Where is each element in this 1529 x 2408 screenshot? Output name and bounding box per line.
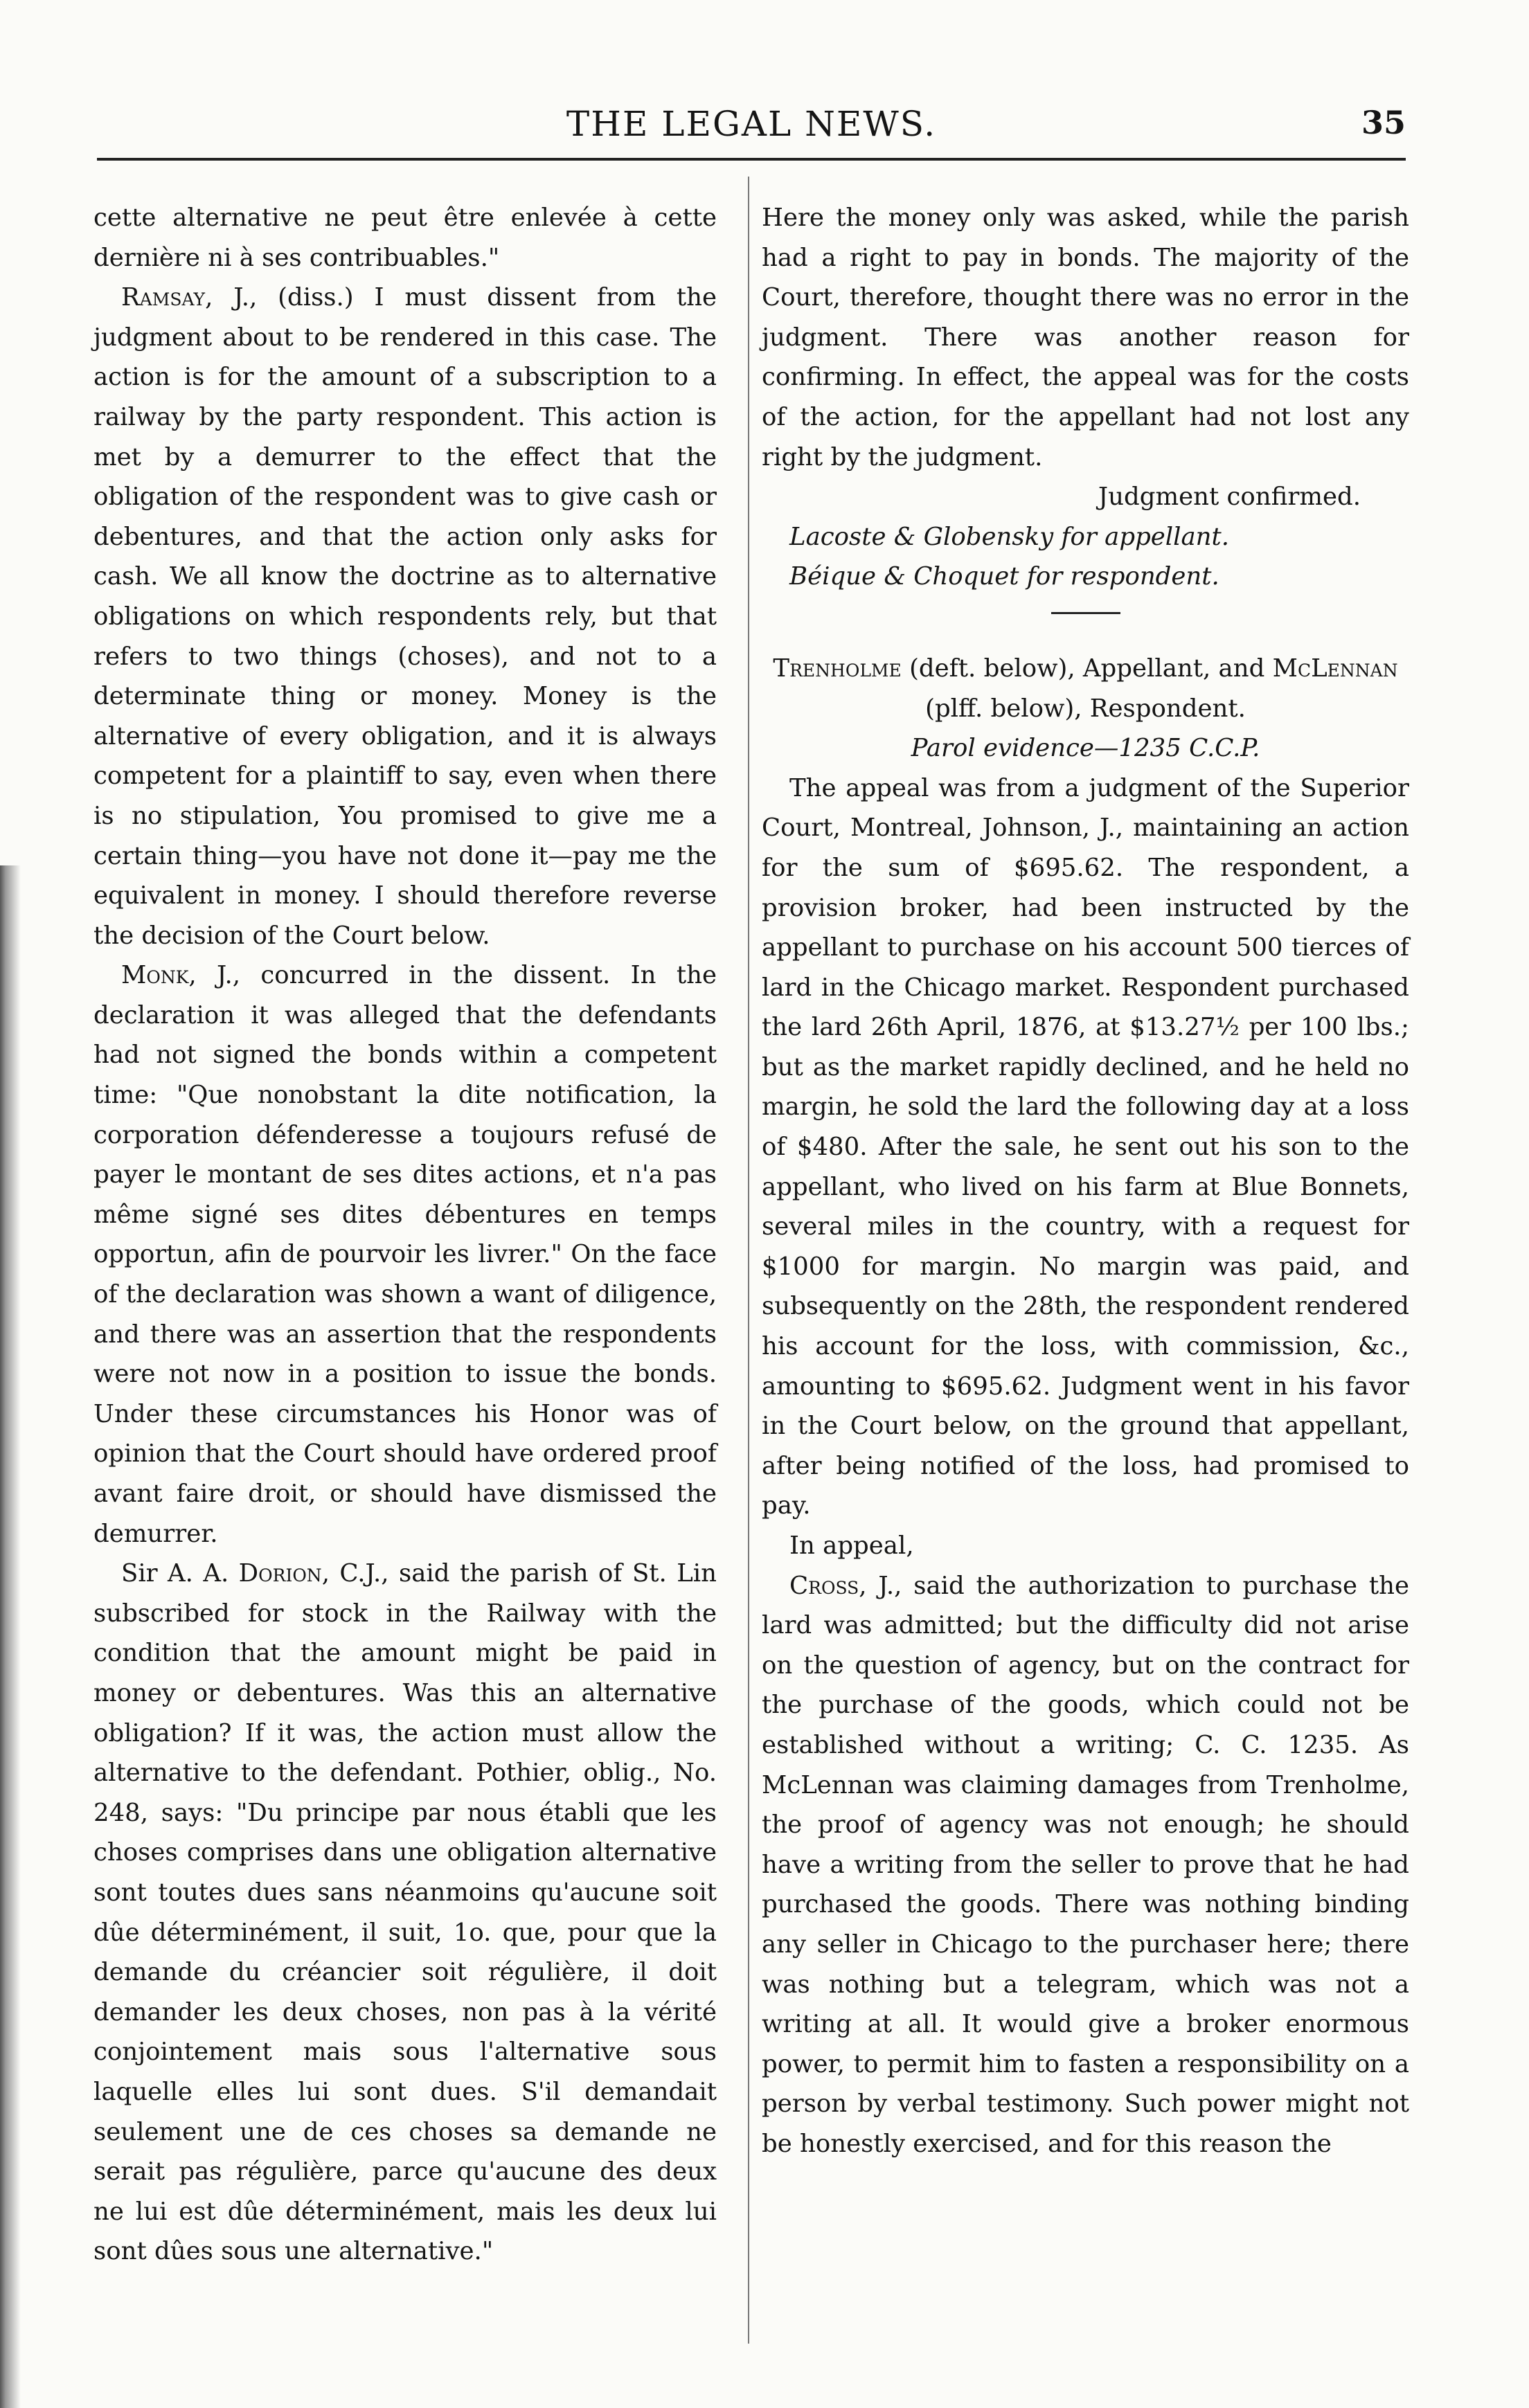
- dorion-opinion: [93, 1554, 717, 2272]
- case-caption: [762, 649, 1409, 728]
- party-mclennan: McLennan: [1272, 654, 1398, 683]
- judge-name-ramsay: Ramsay: [121, 283, 206, 312]
- page-number: 35: [1361, 104, 1406, 141]
- dorion-opinion-text: , C.J., said the parish of St. Lin subscribed for stock in the Railway with the condition that the amount might be paid in money or debentures. Was this an alternative obligation? If it was, the action must allow the alternative to the defendant. Pothier, oblig., No. 248, says: "Du principe par nous établi que les choses comprises dans une obligation alternative sont toutes dues sans néanmoins qu'aucune soit dûe déterminément, il suit, 1o. que, pour que la demande du créancier soit régulière, il doit demander les deux choses, non pas à la vérité conjointement mais sous l'alternative sous laquelle elles lui sont dues. S'il demandait seulement une de ces choses sa demande ne serait pas régulière, parce qu'aucune des deux ne lui est dûe déterminément, mais les deux lui sont dûes sous une alternative.": [93, 1559, 717, 2266]
- monk-opinion-text: , J., concurred in the dissent. In the declaration it was alleged that the defendants had not signed the bonds within a competent time: "Que nonobstant la dite notification, la corporation défenderesse a toujours refusé de payer le montant de ses dites actions, et n'a pas même signé ses dites débentures en temps opportun, afin de pourvoir les livrer." On the face of the declaration was shown a want of diligence, and there was an assertion that the respondents were not now in a position to issue the bonds. Under these circumstances his Honor was of opinion that the Court should have ordered proof avant faire droit, or should have dismissed the demurrer.: [93, 961, 717, 1548]
- counsel-respondent: [762, 557, 1409, 597]
- dorion-prefix: Sir A. A.: [121, 1559, 239, 1588]
- counsel-appellant: [762, 517, 1409, 557]
- judge-name-monk: Monk: [121, 961, 189, 990]
- right-paragraph-1: Here the money only was asked, while the parish had a right to pay in bonds. The majority of the Court, therefore, thought there was no error in the judgment. There was another reason for confirming. In effect, the appeal was for the costs of the action, for the appellant had not lost any right by the judgment.: [762, 204, 1409, 471]
- scan-edge-shadow: [0, 865, 21, 2408]
- header-rule: [97, 158, 1406, 161]
- party-trenholme: Trenholme: [773, 654, 902, 683]
- monk-opinion: [93, 955, 717, 1554]
- cross-opinion-text: , J., said the authorization to purchase the lard was admitted; but the difficulty did not arise on the question of agency, but on the contract for the purchase of the goods, which could not be established without a writing; C. C. 1235. As McLennan was claiming damages from Trenholme, the proof of agency was not enough; he should have a writing from the seller to prove that he had purchased the goods. There was nothing binding any seller in Chicago to the purchaser here; there was nothing but a telegram, which was not a writing at all. It would give a broker enormous power, to permit him to fasten a responsibility on a person by verbal testimony. Such power might not be honestly exercised, and for this reason the: [762, 1571, 1409, 2158]
- journal-title: THE LEGAL NEWS.: [566, 104, 937, 144]
- left-column: [93, 198, 717, 2272]
- cross-opinion: [762, 1566, 1409, 2164]
- case-caption-mid: (deft. below), Appellant, and: [901, 654, 1273, 683]
- right-column: [762, 198, 1409, 2164]
- counsel-respondent-text: Béique & Choquet for respondent.: [789, 562, 1219, 591]
- ramsay-opinion-text: , J., (diss.) I must dissent from the judgment about to be rendered in this case. The action is for the amount of a subscription to a railway by the party respondent. This action is met by a demurrer to the effect that the obligation of the respondent was to give cash or debentures, and that the action only asks for cash. We all know the doctrine as to alternative obligations on which respondents rely, but that refers to two things (choses), and not to a determinate thing or money. Money is the alternative of every obligation, and it is always competent for a plaintiff to say, even when there is no stipulation, You promised to give me a certain thing—you have not done it—pay me the equivalent in money. I should therefore reverse the decision of the Court below.: [93, 283, 717, 950]
- judge-name-cross: Cross: [789, 1571, 859, 1600]
- case-subject: [762, 728, 1409, 769]
- case-caption-end: (plff. below), Respondent.: [925, 694, 1246, 723]
- case-facts: The appeal was from a judgment of the Superior Court, Montreal, Johnson, J., maintaining an action for the sum of $695.62. The respondent, a provision broker, had been instructed by the appellant to purchase on his account 500 tierces of lard in the Chicago market. Respondent purchased the lard 26th April, 1876, at $13.27½ per 100 lbs.; but as the market rapidly declined, and he held no margin, he sold the lard the following day at a loss of $480. After the sale, he sent out his son to the appellant, who lived on his farm at Blue Bonnets, several miles in the country, with a request for $1000 for margin. No margin was paid, and subsequently on the 28th, the respondent rendered his account for the loss, with commission, &c., amounting to $695.62. Judgment went in his favor in the Court below, on the ground that appellant, after being notified of the loss, had promised to pay.: [762, 773, 1409, 1520]
- ramsay-opinion: [93, 278, 717, 955]
- judge-name-dorion: Dorion: [238, 1559, 322, 1588]
- judgment-line: Judgment confirmed.: [1098, 483, 1361, 512]
- page-header: [97, 104, 1406, 152]
- in-appeal: In appeal,: [789, 1531, 914, 1560]
- counsel-appellant-text: Lacoste & Globensky for appellant.: [789, 522, 1230, 551]
- case-subject-text: Parol evidence—1235 C.C.P.: [911, 734, 1260, 763]
- column-divider: [748, 177, 749, 2344]
- section-rule: [1051, 612, 1120, 614]
- left-paragraph-1: cette alternative ne peut être enlevée à cette dernière ni à ses contribuables.": [93, 204, 717, 272]
